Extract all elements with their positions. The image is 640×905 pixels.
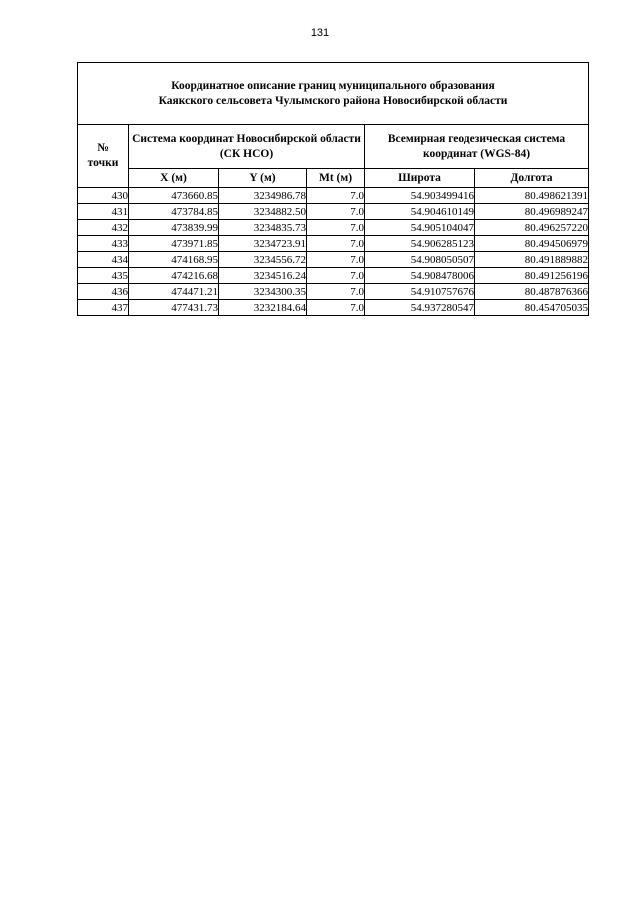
point-number-cell: 434 <box>78 252 129 268</box>
x-coordinate-cell: 473660.85 <box>129 188 219 204</box>
wgs-system-header: Всемирная геодезическая система координат (WGS-84) <box>365 125 589 169</box>
mt-cell: 7.0 <box>307 252 365 268</box>
latitude-cell: 54.906285123 <box>365 236 475 252</box>
coordinates-table <box>77 62 589 316</box>
table-title-line-1: Координатное описание границ муниципального образования <box>171 79 495 92</box>
y-coordinate-cell: 3234300.35 <box>219 284 307 300</box>
table-title <box>78 63 589 125</box>
mt-cell: 7.0 <box>307 284 365 300</box>
latitude-cell: 54.908050507 <box>365 252 475 268</box>
y-coordinate-cell: 3234516.24 <box>219 268 307 284</box>
y-coordinate-cell: 3234556.72 <box>219 252 307 268</box>
point-number-header-symbol: № <box>97 142 109 154</box>
group-header-row <box>78 125 589 169</box>
longitude-cell: 80.496989247 <box>475 204 589 220</box>
longitude-cell: 80.494506979 <box>475 236 589 252</box>
latitude-column-header: Широта <box>365 169 475 188</box>
point-number-cell: 431 <box>78 204 129 220</box>
table-row <box>78 188 589 204</box>
x-coordinate-cell: 474216.68 <box>129 268 219 284</box>
y-column-header: Y (м) <box>219 169 307 188</box>
point-number-cell: 433 <box>78 236 129 252</box>
latitude-cell: 54.937280547 <box>365 300 475 316</box>
mt-cell: 7.0 <box>307 236 365 252</box>
point-number-header-label: точки <box>87 157 119 169</box>
longitude-cell: 80.491889882 <box>475 252 589 268</box>
longitude-cell: 80.491256196 <box>475 268 589 284</box>
table-title-line-2: Каякского сельсовета Чулымского района Новосибирской области <box>158 94 508 107</box>
point-number-cell: 435 <box>78 268 129 284</box>
column-header-row <box>78 169 589 188</box>
latitude-cell: 54.905104047 <box>365 220 475 236</box>
table-row <box>78 236 589 252</box>
mt-cell: 7.0 <box>307 268 365 284</box>
local-system-header: Система координат Новосибирской области (СК НСО) <box>129 125 365 169</box>
mt-cell: 7.0 <box>307 188 365 204</box>
table-row <box>78 300 589 316</box>
table-row <box>78 204 589 220</box>
table-row <box>78 268 589 284</box>
longitude-cell: 80.496257220 <box>475 220 589 236</box>
longitude-cell: 80.498621391 <box>475 188 589 204</box>
x-coordinate-cell: 473971.85 <box>129 236 219 252</box>
y-coordinate-cell: 3234986.78 <box>219 188 307 204</box>
point-number-cell: 437 <box>78 300 129 316</box>
mt-cell: 7.0 <box>307 204 365 220</box>
point-number-cell: 430 <box>78 188 129 204</box>
latitude-cell: 54.903499416 <box>365 188 475 204</box>
table-row <box>78 220 589 236</box>
latitude-cell: 54.910757676 <box>365 284 475 300</box>
y-coordinate-cell: 3234835.73 <box>219 220 307 236</box>
mt-cell: 7.0 <box>307 300 365 316</box>
longitude-cell: 80.487876366 <box>475 284 589 300</box>
x-column-header: X (м) <box>129 169 219 188</box>
y-coordinate-cell: 3234723.91 <box>219 236 307 252</box>
x-coordinate-cell: 473784.85 <box>129 204 219 220</box>
x-coordinate-cell: 474168.95 <box>129 252 219 268</box>
mt-cell: 7.0 <box>307 220 365 236</box>
longitude-cell: 80.454705035 <box>475 300 589 316</box>
x-coordinate-cell: 473839.99 <box>129 220 219 236</box>
latitude-cell: 54.904610149 <box>365 204 475 220</box>
point-number-cell: 436 <box>78 284 129 300</box>
table-row <box>78 284 589 300</box>
x-coordinate-cell: 474471.21 <box>129 284 219 300</box>
title-row <box>78 63 589 125</box>
table-row <box>78 252 589 268</box>
latitude-cell: 54.908478006 <box>365 268 475 284</box>
y-coordinate-cell: 3232184.64 <box>219 300 307 316</box>
page-number: 131 <box>310 27 330 39</box>
x-coordinate-cell: 477431.73 <box>129 300 219 316</box>
y-coordinate-cell: 3234882.50 <box>219 204 307 220</box>
mt-column-header: Mt (м) <box>307 169 365 188</box>
point-number-cell: 432 <box>78 220 129 236</box>
longitude-column-header: Долгота <box>475 169 589 188</box>
point-number-header <box>78 125 129 188</box>
